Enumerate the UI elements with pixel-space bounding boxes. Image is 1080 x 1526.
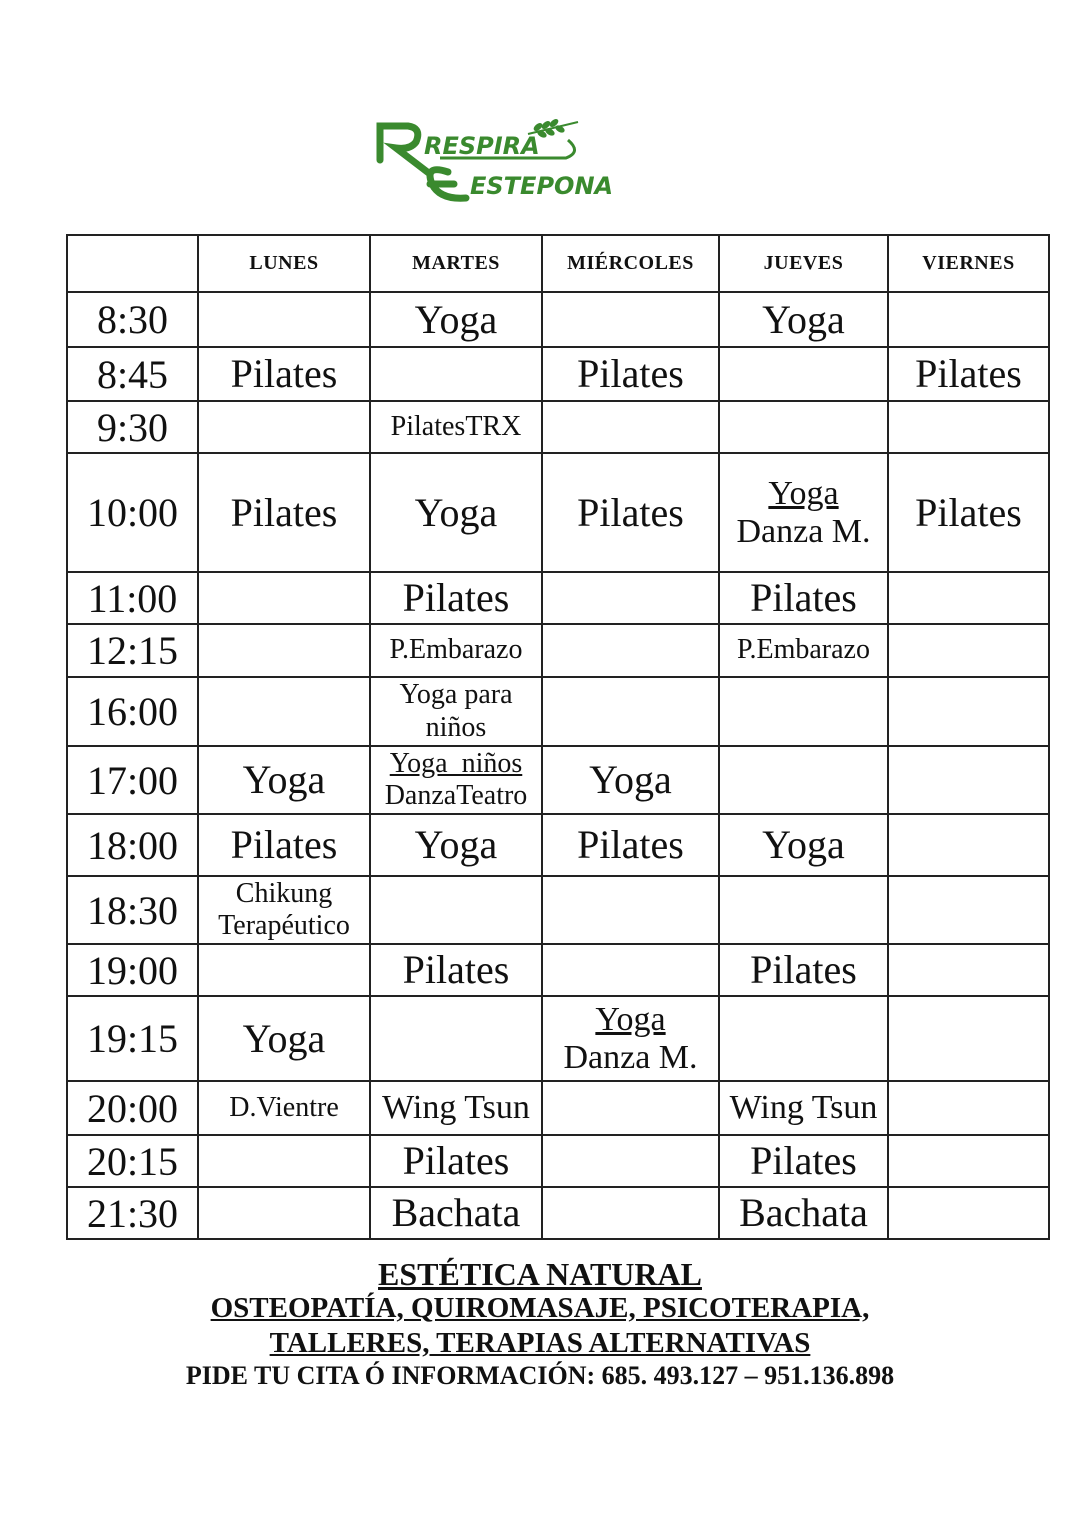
class-name: Pilates (230, 822, 338, 867)
class-cell (888, 996, 1049, 1081)
class-cell (542, 453, 719, 572)
time-cell: 8:30 (67, 292, 198, 347)
class-name: Wing Tsun (382, 1089, 530, 1127)
class-name: Pilates (915, 351, 1022, 396)
class-cell (719, 1135, 888, 1187)
class-cell (719, 677, 888, 746)
day-header: MIÉRCOLES (542, 235, 719, 292)
time-cell: 10:00 (67, 453, 198, 572)
class-cell (198, 944, 370, 996)
table-row (67, 292, 1049, 347)
class-name: Pilates (402, 1138, 510, 1183)
class-name: Pilates (915, 489, 1022, 535)
class-cell (198, 401, 370, 453)
class-name: Danza M. (563, 1038, 698, 1076)
class-cell (370, 996, 542, 1081)
class-cell (198, 572, 370, 624)
class-name: DanzaTeatro (384, 780, 528, 811)
class-cell (198, 996, 370, 1081)
class-cell (370, 944, 542, 996)
class-name: D.Vientre (229, 1091, 339, 1123)
class-cell (198, 292, 370, 347)
class-cell (542, 746, 719, 814)
class-cell (542, 814, 719, 876)
class-cell (719, 453, 888, 572)
table-row (67, 347, 1049, 401)
class-cell (370, 1135, 542, 1187)
class-cell (198, 677, 370, 746)
table-row (67, 944, 1049, 996)
class-name: Pilates (750, 1138, 857, 1183)
table-row (67, 677, 1049, 746)
table-row (67, 1135, 1049, 1187)
class-cell (719, 1081, 888, 1135)
table-row (67, 401, 1049, 453)
class-name: P.Embarazo (389, 634, 523, 666)
class-name: Pilates (577, 351, 684, 396)
table-row (67, 996, 1049, 1081)
class-name: PilatesTRX (390, 410, 522, 442)
class-cell (370, 1081, 542, 1135)
time-cell: 19:15 (67, 996, 198, 1081)
class-cell (542, 1081, 719, 1135)
class-cell (888, 677, 1049, 746)
class-name: Pilates (577, 489, 684, 535)
class-cell (542, 944, 719, 996)
class-cell (719, 944, 888, 996)
class-cell (198, 1081, 370, 1135)
time-cell: 9:30 (67, 401, 198, 453)
class-cell (719, 1187, 888, 1239)
class-name: Terapéutico (218, 910, 350, 941)
class-name: Yoga (414, 296, 498, 342)
class-name: Pilates (750, 575, 857, 620)
class-cell (370, 401, 542, 453)
class-name: Yoga niños (389, 747, 523, 779)
logo-line1: RESPIRA (424, 132, 540, 160)
corner-cell (67, 235, 198, 292)
class-cell (198, 624, 370, 677)
class-name: Yoga (414, 489, 498, 535)
class-cell (888, 453, 1049, 572)
class-cell (542, 347, 719, 401)
class-cell (888, 347, 1049, 401)
class-cell (198, 1135, 370, 1187)
class-cell (888, 292, 1049, 347)
class-cell (888, 401, 1049, 453)
class-name: Yoga (762, 296, 845, 342)
time-cell: 18:30 (67, 876, 198, 944)
class-name: Yoga (768, 475, 839, 513)
table-row (67, 746, 1049, 814)
class-name: Yoga (242, 757, 326, 802)
table-row (67, 572, 1049, 624)
class-cell (542, 1135, 719, 1187)
time-cell: 19:00 (67, 944, 198, 996)
class-cell (542, 401, 719, 453)
class-cell (542, 572, 719, 624)
class-cell (719, 876, 888, 944)
class-cell (719, 814, 888, 876)
class-cell (888, 572, 1049, 624)
class-cell (542, 292, 719, 347)
class-cell (198, 746, 370, 814)
class-cell (888, 624, 1049, 677)
class-name: Yoga (242, 1015, 326, 1061)
class-name: Pilates (750, 947, 857, 992)
class-cell (370, 814, 542, 876)
class-name: Pilates (402, 947, 510, 992)
day-header: JUEVES (719, 235, 888, 292)
class-cell (198, 1187, 370, 1239)
class-cell (719, 572, 888, 624)
class-cell (888, 1187, 1049, 1239)
class-cell (719, 624, 888, 677)
footer-services-2: TALLERES, TERAPIAS ALTERNATIVAS (269, 1327, 811, 1359)
time-cell: 12:15 (67, 624, 198, 677)
class-name: Wing Tsun (729, 1089, 878, 1127)
class-name: Pilates (402, 575, 510, 620)
schedule-table (66, 234, 1050, 1240)
class-name: P.Embarazo (737, 634, 870, 666)
class-cell (719, 746, 888, 814)
class-cell (370, 453, 542, 572)
class-name: Bachata (391, 1190, 521, 1235)
class-cell (370, 746, 542, 814)
class-name: Yoga (414, 822, 498, 867)
class-cell (888, 746, 1049, 814)
class-cell (719, 401, 888, 453)
table-row (67, 1081, 1049, 1135)
class-name: Pilates (230, 489, 338, 535)
class-cell (542, 677, 719, 746)
time-cell: 18:00 (67, 814, 198, 876)
footer-services: OSTEOPATÍA, QUIROMASAJE, PSICOTERAPIA, (210, 1292, 870, 1324)
header-row (67, 235, 1049, 292)
class-cell (888, 944, 1049, 996)
class-cell (542, 1187, 719, 1239)
class-name: niños (425, 711, 487, 743)
time-cell: 20:15 (67, 1135, 198, 1187)
time-cell: 11:00 (67, 572, 198, 624)
class-cell (198, 347, 370, 401)
class-cell (370, 876, 542, 944)
class-cell (370, 624, 542, 677)
class-name: Yoga (595, 1001, 666, 1039)
class-name: Danza M. (736, 512, 871, 550)
logo-graphic (370, 112, 700, 212)
class-cell (370, 677, 542, 746)
table-row (67, 876, 1049, 944)
class-name: Bachata (739, 1190, 868, 1235)
footer-contact: PIDE TU CITA Ó INFORMACIÓN: 685. 493.127 – 951.136.898 (185, 1361, 895, 1390)
class-name: Pilates (230, 351, 338, 396)
class-cell (542, 876, 719, 944)
logo-line2: ESTEPONA (470, 172, 614, 200)
footer-title: ESTÉTICA NATURAL (378, 1256, 702, 1292)
class-name: Yoga para (399, 679, 513, 711)
class-cell (719, 347, 888, 401)
table-row (67, 814, 1049, 876)
table-row (67, 453, 1049, 572)
class-name: Chikung (235, 877, 333, 909)
table-row (67, 1187, 1049, 1239)
class-name: Pilates (577, 822, 684, 867)
class-cell (719, 996, 888, 1081)
time-cell: 17:00 (67, 746, 198, 814)
time-cell: 8:45 (67, 347, 198, 401)
class-cell (198, 876, 370, 944)
class-cell (198, 453, 370, 572)
class-cell (542, 624, 719, 677)
time-cell: 16:00 (67, 677, 198, 746)
table-row (67, 624, 1049, 677)
day-header: VIERNES (888, 235, 1049, 292)
class-name: Yoga (589, 757, 672, 802)
day-header: LUNES (198, 235, 370, 292)
class-cell (719, 292, 888, 347)
time-cell: 21:30 (67, 1187, 198, 1239)
class-cell (888, 1135, 1049, 1187)
class-name: Yoga (762, 822, 845, 867)
class-cell (542, 996, 719, 1081)
class-cell (888, 1081, 1049, 1135)
logo (370, 112, 700, 212)
class-cell (888, 814, 1049, 876)
time-cell: 20:00 (67, 1081, 198, 1135)
class-cell (888, 876, 1049, 944)
class-cell (198, 814, 370, 876)
class-cell (370, 347, 542, 401)
class-cell (370, 1187, 542, 1239)
day-header: MARTES (370, 235, 542, 292)
class-cell (370, 292, 542, 347)
class-cell (370, 572, 542, 624)
